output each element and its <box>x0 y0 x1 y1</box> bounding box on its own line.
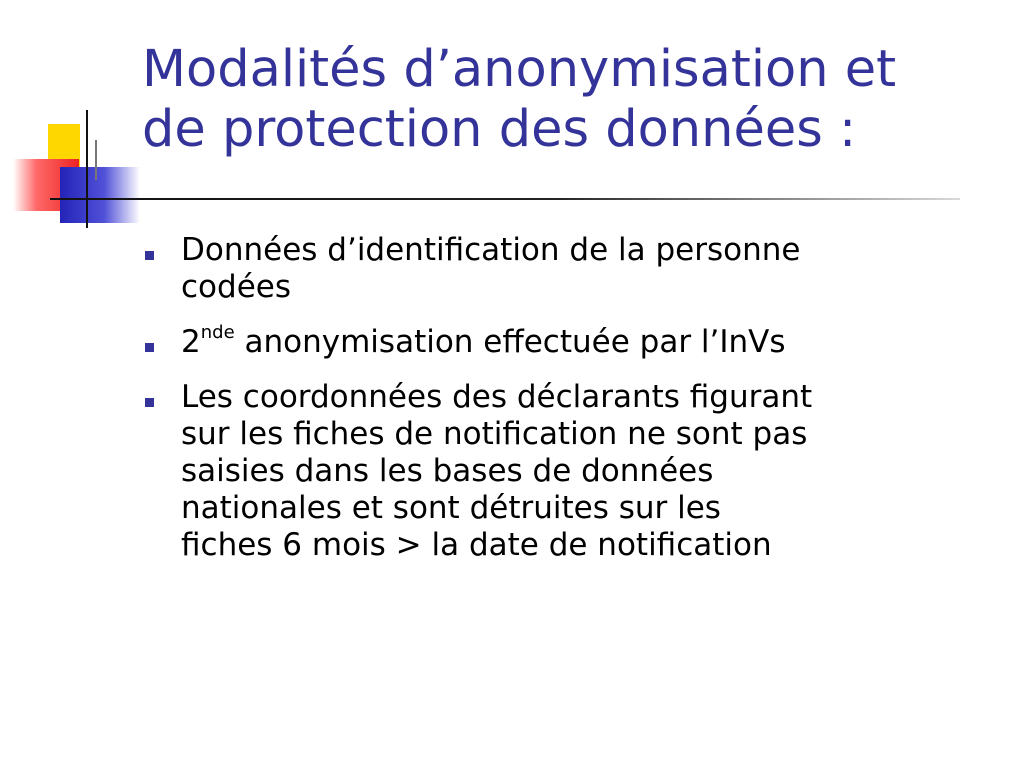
square-bullet-icon <box>145 343 154 352</box>
bullet-item <box>145 232 1005 306</box>
ordinal-suffix: nde <box>200 322 235 343</box>
slide-title <box>142 40 992 160</box>
decorative-logo <box>0 0 160 240</box>
ordinal-number: 2 <box>181 324 201 360</box>
logo-vertical-line <box>86 110 88 228</box>
bullet-text-line: codées <box>181 269 291 305</box>
bullet-text-line <box>181 324 1005 361</box>
bullet-item <box>145 324 1005 361</box>
bullet-item <box>145 379 1005 564</box>
slide-title-line: de protection des données : <box>142 100 857 159</box>
square-bullet-icon <box>145 398 154 407</box>
bullet-text-line: Les coordonnées des déclarants figurant <box>181 379 813 415</box>
bullet-text-line: sur les fiches de notification ne sont pas <box>181 416 808 452</box>
slide-title-line: Modalités d’anonymisation et <box>142 40 897 99</box>
title-underline-rule <box>50 198 960 200</box>
bullet-text-line: nationales et sont détruites sur les <box>181 490 721 526</box>
bullet-text-line: fiches 6 mois > la date de notification <box>181 527 772 563</box>
bullet-list <box>145 232 1005 582</box>
logo-blue-square <box>60 167 140 223</box>
bullet-text: anonymisation effectuée par l’InVs <box>234 324 786 360</box>
logo-vertical-line-secondary <box>95 140 97 180</box>
square-bullet-icon <box>145 251 154 260</box>
bullet-text-line: saisies dans les bases de données <box>181 453 714 489</box>
bullet-text-line: Données d’identification de la personne <box>181 232 801 268</box>
